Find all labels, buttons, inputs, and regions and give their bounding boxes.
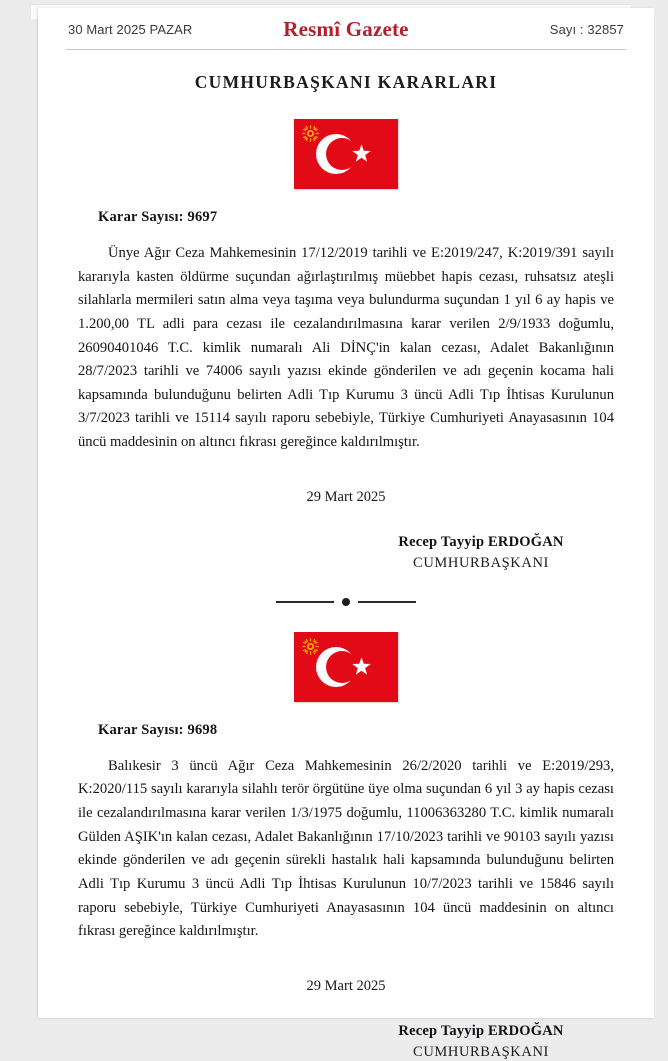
signer-title-2: CUMHURBAŞKANI (413, 1043, 549, 1060)
separator-line-left (276, 601, 334, 603)
decision-body-1: Ünye Ağır Ceza Mahkemesinin 17/12/2019 tarihli ve E:2019/247, K:2019/391 sayılı kararıyla kasten öldürme suçundan ağırlaştırılmış müebbet hapis cezası, ruhsatsız ateşli silahlarla mermileri satın alma veya taşıma veya bulundurma suçundan 1 yıl 6 ay hapis ve 1.200,00 TL adli para cezası ile cezalandırılmasına karar verilen 2/9/1933 doğumlu, 26090401046 T.C. kimlik numaralı Ali DİNÇ'in kalan cezası, Adalet Bakanlığının 28/7/2023 tarihli ve 74006 sayılı yazısı ekinde gönderilen ve adı geçenin kocama hali kapsamında bulunduğunu belirten Adli Tıp Kurumu 3 üncü Adli Tıp İhtisas Kurulunun 3/7/2023 tarihli ve 15114 sayılı raporu sebebiyle, Türkiye Cumhuriyeti Anayasasının 104 üncü maddesinin on altıncı fıkrası gereğince kaldırılmıştır. (78, 245, 614, 451)
turkish-flag-icon (294, 119, 398, 189)
signature-block-2 (356, 1023, 606, 1061)
signature-block-1 (356, 534, 606, 572)
signer-name-2: Recep Tayyip ERDOĞAN (398, 1022, 564, 1039)
masthead-date: 30 Mart 2025 PAZAR (68, 21, 193, 37)
masthead-divider (66, 49, 626, 50)
decision-body-2: Balıkesir 3 üncü Ağır Ceza Mahkemesinin 26/2/2020 tarihli ve E:2019/293, K:2020/115 sayılı kararıyla silahlı terör örgütüne üye olma suçundan 6 yıl 3 ay hapis cezası ile cezalandırılmasına karar verilen 1/3/1975 doğumlu, 11006363280 T.C. kimlik numaralı Gülden AŞIK'ın kalan cezası, Adalet Bakanlığının 17/10/2023 tarihli ve 90103 sayılı yazısı ekinde gönderilen ve adı geçenin sürekli hastalık hali kapsamında bulunduğunu belirten Adli Tıp Kurumu 3 üncü Adli Tıp İhtisas Kurulunun 10/7/2023 tarihli ve 15846 sayılı raporu sebebiyle, Türkiye Cumhuriyeti Anayasasının 104 üncü maddesinin on altıncı fıkrası gereğince kaldırılmıştır. (78, 757, 614, 940)
flag-block-1 (56, 119, 636, 189)
turkish-flag-icon (294, 632, 398, 702)
separator-dot (342, 598, 350, 606)
decision-number-2: Karar Sayısı: 9698 (98, 721, 218, 738)
separator-line-right (358, 601, 416, 603)
signer-name-1: Recep Tayyip ERDOĞAN (398, 533, 564, 550)
masthead-title: Resmî Gazete (283, 16, 409, 41)
sun-emblem-icon (302, 125, 319, 142)
star-icon (351, 143, 372, 164)
decision-date-1: 29 Mart 2025 (306, 488, 386, 505)
masthead-issue-number: Sayı : 32857 (549, 21, 624, 37)
decision-number-1: Karar Sayısı: 9697 (98, 209, 218, 225)
sun-emblem-icon (302, 638, 319, 655)
flag-block-2 (56, 632, 636, 702)
section-separator (56, 598, 636, 606)
decision-date-2: 29 Mart 2025 (306, 977, 386, 994)
gazette-page (38, 8, 654, 1060)
page-title: CUMHURBAŞKANI KARARLARI (194, 72, 498, 92)
star-icon (351, 656, 372, 677)
masthead (56, 8, 636, 46)
signer-title-1: CUMHURBAŞKANI (413, 554, 549, 571)
